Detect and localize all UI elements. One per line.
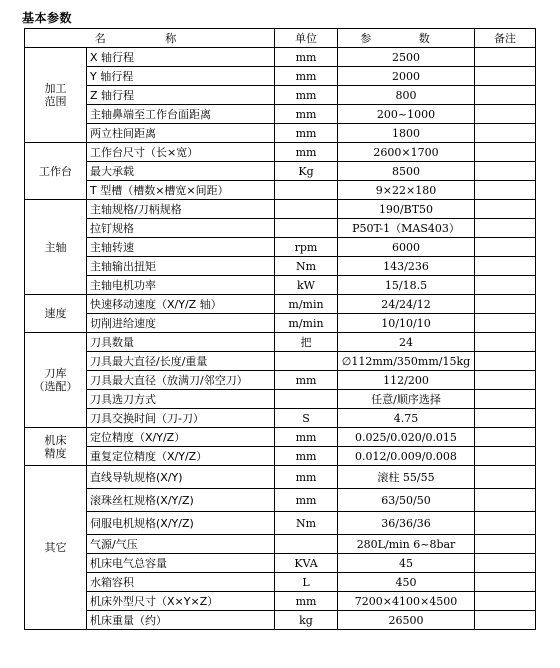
- name-cell: Z 轴行程: [87, 86, 275, 105]
- table-row: [25, 238, 536, 257]
- unit-cell: mm: [275, 48, 338, 67]
- value-cell: 112/200: [338, 371, 475, 390]
- name-cell: 刀具数量: [87, 333, 275, 352]
- header-row: [25, 29, 536, 48]
- value-cell: ∅112mm/350mm/15kg: [338, 352, 475, 371]
- note-cell: [475, 124, 536, 143]
- value-cell: 0.012/0.009/0.008: [338, 447, 475, 466]
- unit-cell: rpm: [275, 238, 338, 257]
- note-cell: [475, 390, 536, 409]
- value-cell: 2000: [338, 67, 475, 86]
- note-cell: [475, 512, 536, 535]
- name-cell: 机床重量（约）: [87, 611, 275, 630]
- category-cell: 加工 范围: [25, 48, 87, 143]
- note-cell: [475, 352, 536, 371]
- value-cell: 200~1000: [338, 105, 475, 124]
- name-cell: T 型槽（槽数×槽宽×间距）: [87, 181, 275, 200]
- note-cell: [475, 219, 536, 238]
- table-row: [25, 276, 536, 295]
- unit-cell: m/min: [275, 314, 338, 333]
- value-cell: 8500: [338, 162, 475, 181]
- unit-cell: Kg: [275, 162, 338, 181]
- name-cell: 刀具选刀方式: [87, 390, 275, 409]
- table-row: [25, 554, 536, 573]
- note-cell: [475, 466, 536, 489]
- name-cell: 伺服电机规格(X/Y/Z): [87, 512, 275, 535]
- header-note: 备注: [475, 29, 536, 48]
- table-row: [25, 105, 536, 124]
- note-cell: [475, 86, 536, 105]
- unit-cell: [275, 181, 338, 200]
- category-cell: 其它: [25, 466, 87, 630]
- name-cell: 主轴规格/刀柄规格: [87, 200, 275, 219]
- note-cell: [475, 592, 536, 611]
- note-cell: [475, 573, 536, 592]
- note-cell: [475, 48, 536, 67]
- table-row: [25, 390, 536, 409]
- note-cell: [475, 276, 536, 295]
- name-cell: 水箱容积: [87, 573, 275, 592]
- category-cell: 刀库 （选配）: [25, 333, 87, 428]
- value-cell: 36/36/36: [338, 512, 475, 535]
- value-cell: 24: [338, 333, 475, 352]
- name-cell: 刀具最大直径（放满刀/邻空刀）: [87, 371, 275, 390]
- value-cell: 任意/顺序选择: [338, 390, 475, 409]
- spec-table: [24, 28, 536, 630]
- note-cell: [475, 409, 536, 428]
- name-cell: 切削进给速度: [87, 314, 275, 333]
- section-title: 基本参数: [22, 11, 73, 25]
- value-cell: 2500: [338, 48, 475, 67]
- note-cell: [475, 554, 536, 573]
- note-cell: [475, 314, 536, 333]
- category-cell: 主轴: [25, 200, 87, 295]
- value-cell: 63/50/50: [338, 489, 475, 512]
- value-cell: 2600×1700: [338, 143, 475, 162]
- name-cell: 工作台尺寸（长×宽）: [87, 143, 275, 162]
- value-cell: 6000: [338, 238, 475, 257]
- unit-cell: kW: [275, 276, 338, 295]
- table-row: [25, 333, 536, 352]
- table-row: [25, 611, 536, 630]
- unit-cell: [275, 390, 338, 409]
- unit-cell: mm: [275, 447, 338, 466]
- name-cell: 刀具最大直径/长度/重量: [87, 352, 275, 371]
- spec-body: [25, 48, 536, 630]
- name-cell: 定位精度（X/Y/Z）: [87, 428, 275, 447]
- unit-cell: 把: [275, 333, 338, 352]
- unit-cell: mm: [275, 428, 338, 447]
- value-cell: 0.025/0.020/0.015: [338, 428, 475, 447]
- note-cell: [475, 143, 536, 162]
- table-row: [25, 428, 536, 447]
- header-value: 参 数: [338, 29, 475, 48]
- note-cell: [475, 371, 536, 390]
- table-row: [25, 124, 536, 143]
- table-row: [25, 86, 536, 105]
- header-unit: 单位: [275, 29, 338, 48]
- value-cell: 280L/min 6~8bar: [338, 535, 475, 554]
- name-cell: 机床外型尺寸（X×Y×Z）: [87, 592, 275, 611]
- table-row: [25, 352, 536, 371]
- name-cell: 主轴转速: [87, 238, 275, 257]
- name-cell: 刀具交换时间（刀-刀）: [87, 409, 275, 428]
- table-row: [25, 219, 536, 238]
- name-cell: 最大承载: [87, 162, 275, 181]
- unit-cell: mm: [275, 143, 338, 162]
- unit-cell: mm: [275, 371, 338, 390]
- note-cell: [475, 611, 536, 630]
- name-cell: 两立柱间距离: [87, 124, 275, 143]
- unit-cell: mm: [275, 592, 338, 611]
- category-cell: 速度: [25, 295, 87, 333]
- table-row: [25, 257, 536, 276]
- table-row: [25, 162, 536, 181]
- note-cell: [475, 200, 536, 219]
- unit-cell: mm: [275, 489, 338, 512]
- value-cell: 143/236: [338, 257, 475, 276]
- unit-cell: mm: [275, 67, 338, 86]
- value-cell: 190/BT50: [338, 200, 475, 219]
- table-row: [25, 489, 536, 512]
- note-cell: [475, 257, 536, 276]
- name-cell: 直线导轨规格(X/Y): [87, 466, 275, 489]
- table-row: [25, 314, 536, 333]
- name-cell: 重复定位精度（X/Y/Z）: [87, 447, 275, 466]
- note-cell: [475, 489, 536, 512]
- unit-cell: mm: [275, 466, 338, 489]
- category-cell: 机床 精度: [25, 428, 87, 466]
- unit-cell: Nm: [275, 257, 338, 276]
- value-cell: 10/10/10: [338, 314, 475, 333]
- value-cell: P50T-1（MAS403）: [338, 219, 475, 238]
- table-row: [25, 409, 536, 428]
- unit-cell: S: [275, 409, 338, 428]
- name-cell: 滚珠丝杠规格(X/Y/Z): [87, 489, 275, 512]
- table-row: [25, 512, 536, 535]
- table-row: [25, 200, 536, 219]
- value-cell: 15/18.5: [338, 276, 475, 295]
- note-cell: [475, 105, 536, 124]
- note-cell: [475, 535, 536, 554]
- unit-cell: [275, 200, 338, 219]
- header-name: 名 称: [25, 29, 275, 48]
- table-row: [25, 466, 536, 489]
- unit-cell: mm: [275, 86, 338, 105]
- value-cell: 24/24/12: [338, 295, 475, 314]
- table-row: [25, 48, 536, 67]
- note-cell: [475, 428, 536, 447]
- unit-cell: m/min: [275, 295, 338, 314]
- unit-cell: mm: [275, 124, 338, 143]
- unit-cell: [275, 535, 338, 554]
- table-row: [25, 295, 536, 314]
- name-cell: Y 轴行程: [87, 67, 275, 86]
- unit-cell: KVA: [275, 554, 338, 573]
- note-cell: [475, 162, 536, 181]
- note-cell: [475, 238, 536, 257]
- name-cell: 气源/气压: [87, 535, 275, 554]
- name-cell: 机床电气总容量: [87, 554, 275, 573]
- table-row: [25, 143, 536, 162]
- unit-cell: mm: [275, 105, 338, 124]
- table-row: [25, 535, 536, 554]
- value-cell: 7200×4100×4500: [338, 592, 475, 611]
- unit-cell: L: [275, 573, 338, 592]
- value-cell: 4.75: [338, 409, 475, 428]
- table-row: [25, 573, 536, 592]
- name-cell: 拉钉规格: [87, 219, 275, 238]
- note-cell: [475, 447, 536, 466]
- name-cell: 快速移动速度（X/Y/Z 轴）: [87, 295, 275, 314]
- name-cell: 主轴电机功率: [87, 276, 275, 295]
- value-cell: 45: [338, 554, 475, 573]
- note-cell: [475, 295, 536, 314]
- value-cell: 26500: [338, 611, 475, 630]
- table-row: [25, 371, 536, 390]
- value-cell: 滚柱 55/55: [338, 466, 475, 489]
- unit-cell: kg: [275, 611, 338, 630]
- table-row: [25, 181, 536, 200]
- value-cell: 1800: [338, 124, 475, 143]
- value-cell: 450: [338, 573, 475, 592]
- unit-cell: Nm: [275, 512, 338, 535]
- note-cell: [475, 181, 536, 200]
- note-cell: [475, 67, 536, 86]
- table-row: [25, 67, 536, 86]
- table-row: [25, 447, 536, 466]
- value-cell: 9×22×180: [338, 181, 475, 200]
- unit-cell: [275, 219, 338, 238]
- name-cell: 主轴输出扭矩: [87, 257, 275, 276]
- value-cell: 800: [338, 86, 475, 105]
- table-row: [25, 592, 536, 611]
- unit-cell: [275, 352, 338, 371]
- category-cell: 工作台: [25, 143, 87, 200]
- note-cell: [475, 333, 536, 352]
- name-cell: 主轴鼻端至工作台面距离: [87, 105, 275, 124]
- name-cell: X 轴行程: [87, 48, 275, 67]
